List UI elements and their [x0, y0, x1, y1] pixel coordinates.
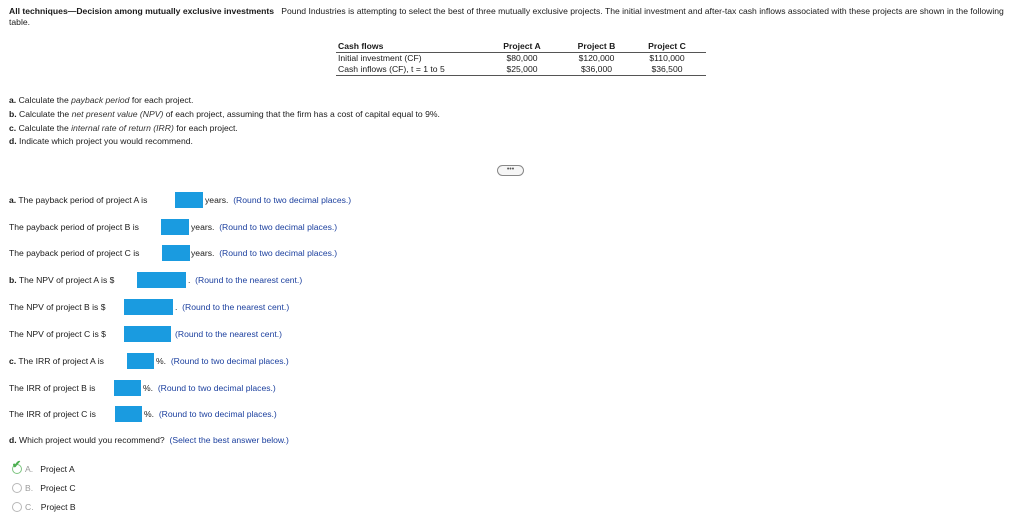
hint-text: (Round to two decimal places.) — [170, 356, 289, 366]
task-tail: of each project, assuming that the firm has a cost of capital equal to 9%. — [165, 109, 440, 119]
question-irr-b — [9, 382, 95, 394]
unit-label: %. — [156, 356, 167, 366]
irr-c-input[interactable] — [115, 406, 142, 422]
question-irr-c — [9, 408, 96, 420]
question-payback-a-tail — [205, 194, 351, 206]
task-d — [9, 136, 193, 147]
table-header: Project A — [479, 41, 565, 53]
question-payback-b-tail — [191, 221, 337, 233]
unit-label: years. — [191, 248, 215, 258]
question-label: The payback period of project B is — [9, 222, 139, 232]
table-cell: $120,000 — [578, 53, 615, 63]
hint-text: (Round to two decimal places.) — [158, 409, 277, 419]
option-label: Project B — [40, 502, 76, 512]
question-label: The NPV of project A is $ — [18, 275, 115, 285]
question-label: The NPV of project B is $ — [9, 302, 106, 312]
unit-label: %. — [144, 409, 155, 419]
question-label: The payback period of project C is — [9, 248, 140, 258]
task-tail: for each project. — [131, 95, 194, 105]
task-text: Calculate the — [19, 109, 70, 119]
table-cell: $36,500 — [628, 64, 706, 76]
question-npv-c — [9, 328, 106, 340]
question-npv-c-tail — [175, 328, 282, 340]
task-term: internal rate of return (IRR) — [71, 123, 174, 133]
option-label: Project C — [40, 483, 76, 493]
question-label: The NPV of project C is $ — [9, 329, 106, 339]
hint-text: (Round to two decimal places.) — [219, 222, 338, 232]
question-irr-a-tail — [156, 355, 289, 367]
question-npv-b-tail — [175, 301, 289, 313]
hint-text: (Select the best answer below.) — [169, 435, 289, 445]
table-row — [336, 64, 706, 76]
question-payback-c-tail — [191, 247, 337, 259]
problem-intro — [9, 6, 1014, 28]
irr-a-input[interactable] — [127, 353, 154, 369]
row-label: Initial investment (CF) — [338, 53, 422, 63]
table-header: Cash flows — [336, 41, 479, 53]
unit-label: %. — [143, 383, 154, 393]
question-npv-a-tail — [188, 274, 302, 286]
question-irr-c-tail — [144, 408, 277, 420]
unit-label: . — [175, 302, 178, 312]
task-prefix: b. — [9, 109, 17, 119]
option-label: Project A — [40, 464, 75, 474]
table-cell: $80,000 — [506, 53, 538, 63]
table-header: Project B — [565, 41, 628, 53]
hint-text: (Round to the nearest cent.) — [195, 275, 303, 285]
question-label: The IRR of project A is — [18, 356, 104, 366]
cash-flow-table — [336, 41, 706, 76]
payback-b-input[interactable] — [161, 219, 189, 235]
task-text: Calculate the — [18, 123, 69, 133]
question-prefix: b. — [9, 275, 17, 285]
question-payback-c — [9, 247, 139, 259]
table-cell: $25,000 — [479, 64, 565, 76]
checkmark-icon: ✔ — [12, 459, 22, 471]
task-text: Indicate which project you would recommend. — [19, 136, 193, 146]
task-term: net present value (NPV) — [71, 109, 164, 119]
hint-text: (Round to two decimal places.) — [233, 195, 352, 205]
table-cell: $110,000 — [649, 53, 685, 63]
payback-c-input[interactable] — [162, 245, 190, 261]
option-a[interactable] — [25, 463, 75, 475]
hint-text: (Round to two decimal places.) — [157, 383, 276, 393]
option-b-radio[interactable] — [12, 483, 22, 493]
option-letter: C. — [25, 502, 34, 512]
npv-c-input[interactable] — [124, 326, 171, 342]
payback-a-input[interactable] — [175, 192, 203, 208]
question-recommend — [9, 434, 289, 446]
question-prefix: d. — [9, 435, 17, 445]
task-tail: for each project. — [176, 123, 238, 133]
question-label: The IRR of project B is — [9, 383, 96, 393]
option-c-radio[interactable] — [12, 502, 22, 512]
task-b — [9, 109, 440, 120]
row-label: Cash inflows (CF), t = 1 to 5 — [336, 64, 479, 76]
table-cell: $36,000 — [565, 64, 628, 76]
question-payback-b — [9, 221, 139, 233]
unit-label: years. — [205, 195, 229, 205]
task-prefix: a. — [9, 95, 17, 105]
irr-b-input[interactable] — [114, 380, 141, 396]
table-header: Project C — [628, 41, 706, 53]
task-term: payback period — [71, 95, 130, 105]
more-button[interactable]: ••• — [497, 165, 524, 176]
option-c[interactable] — [25, 501, 76, 513]
unit-label: . — [188, 275, 191, 285]
task-c — [9, 123, 238, 134]
question-prefix: a. — [9, 195, 17, 205]
task-a — [9, 95, 193, 106]
hint-text: (Round to two decimal places.) — [219, 248, 338, 258]
npv-b-input[interactable] — [124, 299, 173, 315]
hint-text: (Round to the nearest cent.) — [175, 329, 283, 339]
question-npv-a — [9, 274, 114, 286]
question-irr-b-tail — [143, 382, 276, 394]
question-label: The IRR of project C is — [9, 409, 96, 419]
question-irr-a — [9, 355, 104, 367]
problem-text: Pound Industries is attempting to select the best of three mutually exclusive projects. The initial investment and after-tax cash inflows associated with these projects are shown in the following table. — [9, 6, 1004, 27]
question-payback-a — [9, 194, 147, 206]
question-prefix: c. — [9, 356, 17, 366]
question-label: The payback period of project A is — [18, 195, 148, 205]
table-row — [336, 53, 706, 65]
task-prefix: c. — [9, 123, 17, 133]
question-label: Which project would you recommend? — [19, 435, 165, 445]
unit-label: years. — [191, 222, 215, 232]
task-prefix: d. — [9, 136, 17, 146]
option-letter: A. — [25, 464, 34, 474]
question-npv-b — [9, 301, 105, 313]
problem-title: All techniques—Decision among mutually exclusive investments — [9, 6, 275, 16]
option-b[interactable] — [25, 482, 76, 494]
task-text: Calculate the — [18, 95, 69, 105]
hint-text: (Round to the nearest cent.) — [182, 302, 290, 312]
npv-a-input[interactable] — [137, 272, 186, 288]
option-letter: B. — [25, 483, 34, 493]
